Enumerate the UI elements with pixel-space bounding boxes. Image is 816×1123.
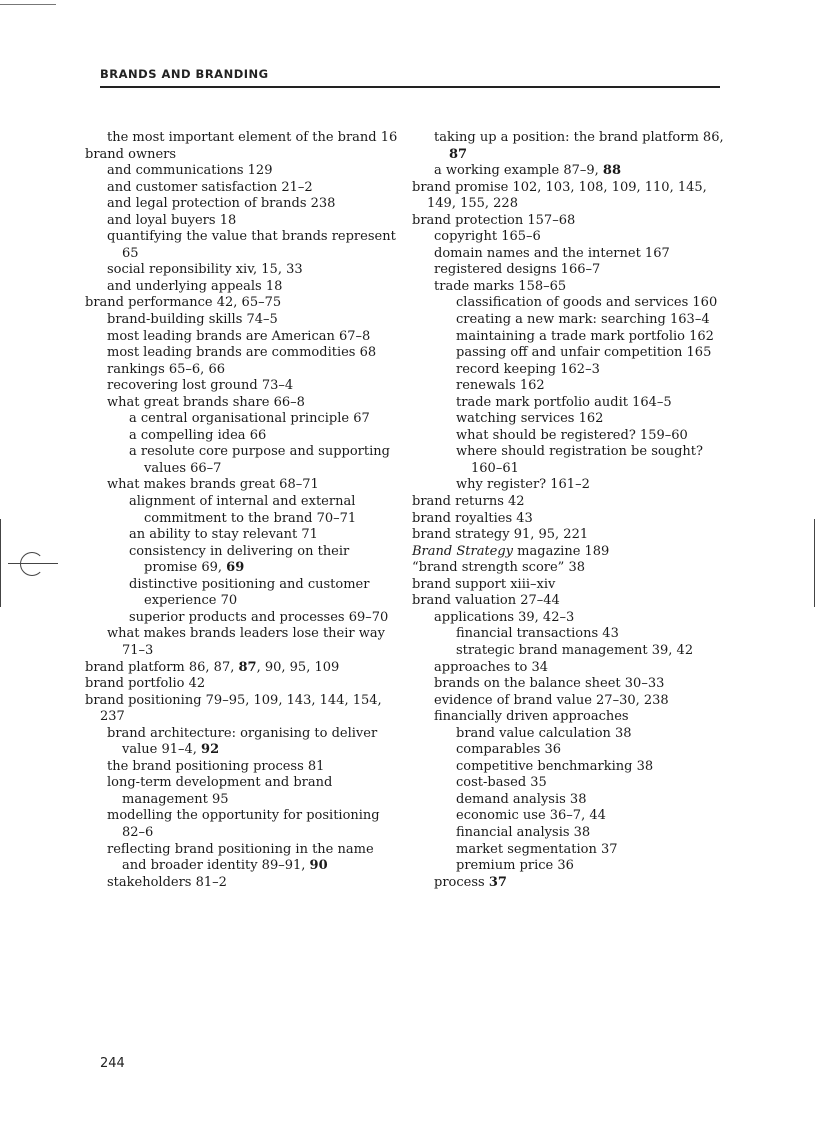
header-rule [100,86,720,88]
index-entry [85,626,400,659]
index-entry [85,262,400,279]
index-entry [85,411,400,428]
index-entry [85,808,400,841]
index-entry-text: process [434,874,489,890]
index-column-left [85,130,400,891]
index-entry [412,875,727,892]
index-entry [412,362,727,379]
index-entry [85,163,400,180]
index-entry [412,577,727,594]
index-entry [412,858,727,875]
index-entry-text: strategic brand management 39, 42 [456,642,694,658]
index-entry-text: record keeping 162–3 [456,361,600,377]
index-entry-text: brand promise 102, 103, 108, 109, 110, 145, 149, 155, 228 [412,179,707,212]
index-entry-text: maintaining a trade mark portfolio 162 [456,328,714,344]
index-entry-text: applications 39, 42–3 [434,609,575,625]
index-entry-bold-page: 88 [602,163,621,179]
index-entry-text: and underlying appeals 18 [107,278,283,294]
index-entry [85,213,400,230]
index-entry-text: brand platform 86, 87, [85,659,239,675]
index-entry-text: brand returns 42 [412,494,525,510]
index-entry-text: brands on the balance sheet 30–33 [434,676,665,692]
index-entry-text: long-term development and brand management 95 [107,775,333,807]
index-entry-text: brand valuation 27–44 [412,593,560,609]
index-entry [85,875,400,892]
index-entry [412,130,727,163]
index-entry-text: superior products and processes 69–70 [129,609,389,625]
index-entry-text: copyright 165–6 [434,229,541,245]
index-entry-text: distinctive positioning and customer experience 70 [129,576,370,609]
index-entry-text: brand owners [85,146,177,162]
index-entry-text-after: , 90, 95, 109 [256,659,340,675]
index-entry [412,444,727,477]
index-entry-text: financially driven approaches [434,709,629,725]
page-number: 244 [100,1056,125,1071]
index-entry-text: an ability to stay relevant 71 [129,527,318,543]
index-entry-text: brand protection 157–68 [412,212,576,228]
index-entry-text: creating a new mark: searching 163–4 [456,312,710,328]
index-entry [85,147,400,164]
index-entry [412,378,727,395]
index-entry-text: brand support xiii–xiv [412,576,556,592]
index-entry [412,262,727,279]
index-entry-text: evidence of brand value 27–30, 238 [434,692,669,708]
index-entry [85,527,400,544]
index-entry-text: what great brands share 66–8 [107,394,305,410]
index-entry-text: and customer satisfaction 21–2 [107,179,313,195]
index-entry [85,660,400,677]
index-entry-text: alignment of internal and external commitment to the brand 70–71 [129,494,357,526]
index-entry [85,279,400,296]
index-entry-text: premium price 36 [456,858,574,874]
index-entry-text: watching services 162 [456,411,604,427]
index-entry-text: approaches to 34 [434,659,549,675]
index-entry-text: financial transactions 43 [456,626,619,642]
index-entry-text: and legal protection of brands 238 [107,196,336,212]
index-entry-text: why register? 161–2 [456,477,590,493]
index-entry-text: financial analysis 38 [456,824,591,840]
index-entry-text: brand value calculation 38 [456,725,632,741]
index-entry [412,345,727,362]
index-entry [85,295,400,312]
index-entry-text: “brand strength score” 38 [412,560,585,576]
index-entry [412,560,727,577]
registration-mark-right [814,519,815,607]
index-entry [412,808,727,825]
registration-mark-left [0,519,60,607]
index-entry-text: economic use 36–7, 44 [456,808,606,824]
crop-mark [0,4,56,5]
index-entry-text: domain names and the internet 167 [434,245,670,261]
index-entry [412,676,727,693]
index-entry-text: classification of goods and services 160 [456,295,718,311]
index-entry [412,312,727,329]
index-entry-text: where should registration be sought? 160–61 [456,444,703,476]
index-entry [412,527,727,544]
index-entry-bold-page: 92 [201,742,220,758]
index-entry [412,511,727,528]
index-entry-text: passing off and unfair competition 165 [456,345,712,361]
index-entry [412,246,727,263]
index-entry-text: a central organisational principle 67 [129,411,370,427]
index-entry-text: most leading brands are American 67–8 [107,328,371,344]
index-entry [85,312,400,329]
index-entry [85,775,400,808]
index-entry [412,213,727,230]
index-entry-text: brand performance 42, 65–75 [85,295,282,311]
index-entry-bold-page: 87 [449,146,468,162]
index-entry-text: rankings 65–6, 66 [107,361,225,377]
index-entry [412,295,727,312]
index-entry [85,362,400,379]
index-entry [85,444,400,477]
index-entry-text: trade mark portfolio audit 164–5 [456,394,672,410]
index-entry-text: trade marks 158–65 [434,278,567,294]
running-head: BRANDS AND BRANDING [100,67,269,81]
index-entry-text: demand analysis 38 [456,791,587,807]
index-entry-text: what should be registered? 159–60 [456,427,688,443]
index-entry [85,676,400,693]
index-entry-bold-page: 90 [309,858,328,874]
index-entry [412,643,727,660]
index-entry-text: modelling the opportunity for positioning 82–6 [107,808,380,840]
index-entry [85,610,400,627]
index-entry [85,229,400,262]
index-entry [412,693,727,710]
index-entry [412,395,727,412]
index-entry-text: reflecting brand positioning in the name and broader identity 89–91, [107,841,374,874]
index-entry [85,395,400,412]
index-entry-text: what makes brands great 68–71 [107,477,319,493]
index-entry [412,428,727,445]
index-entry-text: and communications 129 [107,163,273,179]
index-entry [412,742,727,759]
index-entry [85,577,400,610]
index-entry [412,660,727,677]
index-entry [85,378,400,395]
index-entry-text: what makes brands leaders lose their way 71–3 [107,626,385,658]
index-entry [412,726,727,743]
index-entry [412,477,727,494]
index-entry-text: brand strategy 91, 95, 221 [412,527,589,543]
index-entry [412,229,727,246]
index-entry-text: and loyal buyers 18 [107,212,237,228]
index-entry [85,693,400,726]
index-entry-text: quantifying the value that brands represent 65 [107,229,396,261]
index-entry [412,593,727,610]
index-entry-text: cost-based 35 [456,775,547,791]
index-entry-text: most leading brands are commodities 68 [107,345,377,361]
index-entry-text: brand portfolio 42 [85,676,206,692]
index-entry [412,792,727,809]
index-entry-text: market segmentation 37 [456,841,618,857]
index-entry [85,726,400,759]
index-entry [412,180,727,213]
index-entry [412,709,727,726]
index-entry-text: consistency in delivering on their promise 69, [129,543,350,576]
index-entry [85,759,400,776]
index-entry [85,544,400,577]
index-entry [412,544,727,561]
index-entry-text: recovering lost ground 73–4 [107,378,294,394]
index-entry-bold-page: 37 [488,874,507,890]
index-entry [85,130,400,147]
index-entry-bold-page: 69 [226,560,245,576]
index-entry [85,842,400,875]
index-entry [412,329,727,346]
index-entry [85,477,400,494]
index-entry [85,428,400,445]
index-entry [412,775,727,792]
index-entry-text: a working example 87–9, [434,163,603,179]
index-entry-text: brand positioning 79–95, 109, 143, 144, 154, 237 [85,692,382,725]
index-entry [412,626,727,643]
index-entry [412,759,727,776]
index-entry [412,842,727,859]
index-entry-text: a compelling idea 66 [129,427,267,443]
index-entry-title: Brand Strategy [412,543,514,559]
index-entry-text: the brand positioning process 81 [107,758,325,774]
index-entry [412,494,727,511]
index-entry-text: brand royalties 43 [412,510,533,526]
index-column-right [412,130,727,891]
index-entry-text: taking up a position: the brand platform 86, [434,130,724,145]
index-entry-text: social reponsibility xiv, 15, 33 [107,262,303,278]
index-entry [412,411,727,428]
index-entry [85,345,400,362]
index-entry-text: a resolute core purpose and supporting values 66–7 [129,444,390,476]
index-entry [412,279,727,296]
index-entry-text: the most important element of the brand 16 [107,130,398,145]
index-entry [85,494,400,527]
index-entry-text: magazine 189 [513,543,610,559]
index-entry-text: brand-building skills 74–5 [107,312,278,328]
index-entry-text: stakeholders 81–2 [107,874,227,890]
index-entry-text: registered designs 166–7 [434,262,601,278]
index-entry-bold-page: 87 [238,659,257,675]
index-entry-text: competitive benchmarking 38 [456,758,654,774]
index-entry-text: brand architecture: organising to deliver value 91–4, [107,725,378,758]
index-entry-text: renewals 162 [456,378,545,394]
index-entry [85,180,400,197]
index-entry [85,329,400,346]
index-entry [412,825,727,842]
index-entry [85,196,400,213]
index-entry [412,163,727,180]
index-entry [412,610,727,627]
index-entry-text: comparables 36 [456,742,561,758]
